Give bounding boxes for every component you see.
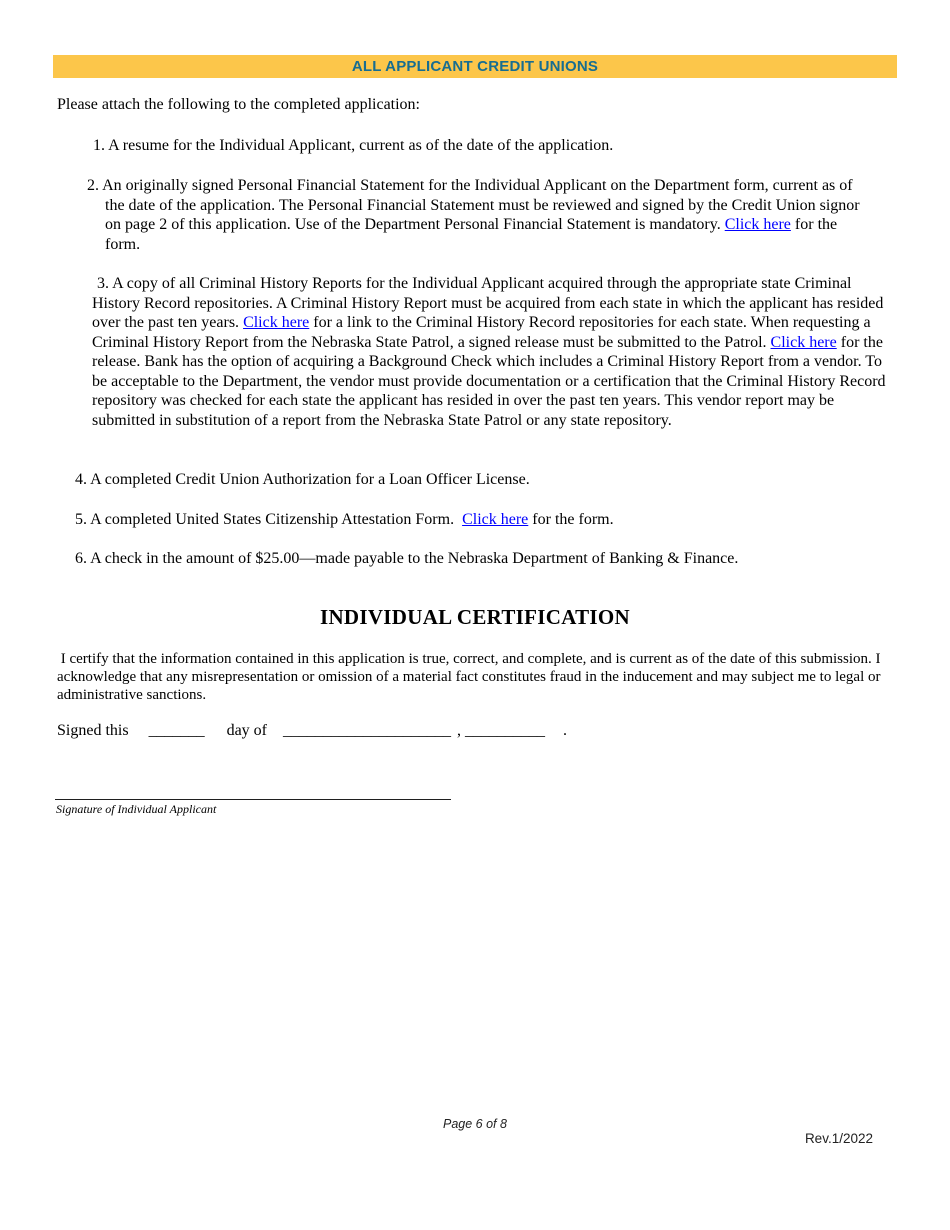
certification-heading: INDIVIDUAL CERTIFICATION xyxy=(319,605,631,629)
attachment-item-1 xyxy=(93,136,873,156)
signed-month-blank: _____________________ xyxy=(283,722,451,739)
attachment-item-3 xyxy=(92,274,895,430)
text-run: 4. A completed Credit Union Authorization for a Loan Officer License. xyxy=(75,471,530,488)
click-here-link-citizenship-form[interactable]: Click here xyxy=(462,511,529,528)
signed-year-blank: __________ xyxy=(465,722,545,739)
section-banner xyxy=(53,55,897,78)
attachment-item-4 xyxy=(75,470,875,490)
signature-label: Signature of Individual Applicant xyxy=(56,802,217,816)
day-of-label: day of xyxy=(226,722,267,739)
signed-line-period: . xyxy=(563,722,567,739)
text-run: for a link to the Criminal History Record repositories for each state. When requesting a Criminal History Report from the Nebraska State Patrol, a signed release must be submitted to the Patrol. xyxy=(92,314,871,351)
attachment-item-6 xyxy=(75,549,895,569)
text-run: 5. A completed United States Citizenship Attestation Form. xyxy=(75,511,463,528)
attachment-item-5 xyxy=(75,510,875,530)
revision-label: Rev.1/2022 xyxy=(804,1131,873,1146)
intro-text: Please attach the following to the completed application: xyxy=(57,96,420,113)
signed-line-comma: , xyxy=(457,722,461,739)
click-here-link-patrol-release[interactable]: Click here xyxy=(770,333,837,351)
signature-line xyxy=(55,799,451,800)
signed-day-blank: _______ xyxy=(148,722,205,739)
click-here-link-criminal-history-repositories[interactable]: Click here xyxy=(243,314,310,331)
text-run: for the release. Bank has the option of acquiring a Background Check which includes a Criminal History Report from a vendor. To be acceptable to the Department, the vendor must provide documentation or a certification that the Criminal History Record repository was checked for each state the applicant has resided in over the past ten years. This vendor report may be submitted in substitution of a report from the Nebraska State Patrol or any state repository. xyxy=(92,333,886,429)
section-banner-title: ALL APPLICANT CREDIT UNIONS xyxy=(351,58,599,75)
signed-this-label: Signed this xyxy=(57,722,129,739)
text-run: 1. A resume for the Individual Applicant, current as of the date of the application. xyxy=(93,137,614,154)
text-run: for the form. xyxy=(105,216,838,253)
signed-date-line xyxy=(57,722,567,740)
text-run: 3. A copy of all Criminal History Reports for the Individual Applicant acquired through the appropriate state Criminal History Record repositories. A Criminal History Report must be acquired from each state in which the applicant has resided over the past ten years. xyxy=(92,275,884,331)
page-number: Page 6 of 8 xyxy=(443,1117,507,1131)
text-run: for the form. xyxy=(528,511,614,528)
text-run: 2. An originally signed Personal Financial Statement for the Individual Applicant on the Department form, current as of the date of the application. The Personal Financial Statement must be reviewed and signed by the Credit Union signor on page 2 of this application. Use of the Department Personal Financial Statement is mandatory. xyxy=(87,177,860,234)
click-here-link-pfs-form[interactable]: Click here xyxy=(724,216,791,234)
certification-body: I certify that the information contained in this application is true, correct, and complete, and is current as of the date of this submission. I acknowledge that any misrepresentation or omission of a material fact constitutes fraud in the inducement and may subject me to legal or administrative sanctions. xyxy=(57,651,881,703)
attachment-item-2 xyxy=(87,176,870,254)
text-run: 6. A check in the amount of $25.00—made payable to the Nebraska Department of Banking & Finance. xyxy=(75,550,739,567)
